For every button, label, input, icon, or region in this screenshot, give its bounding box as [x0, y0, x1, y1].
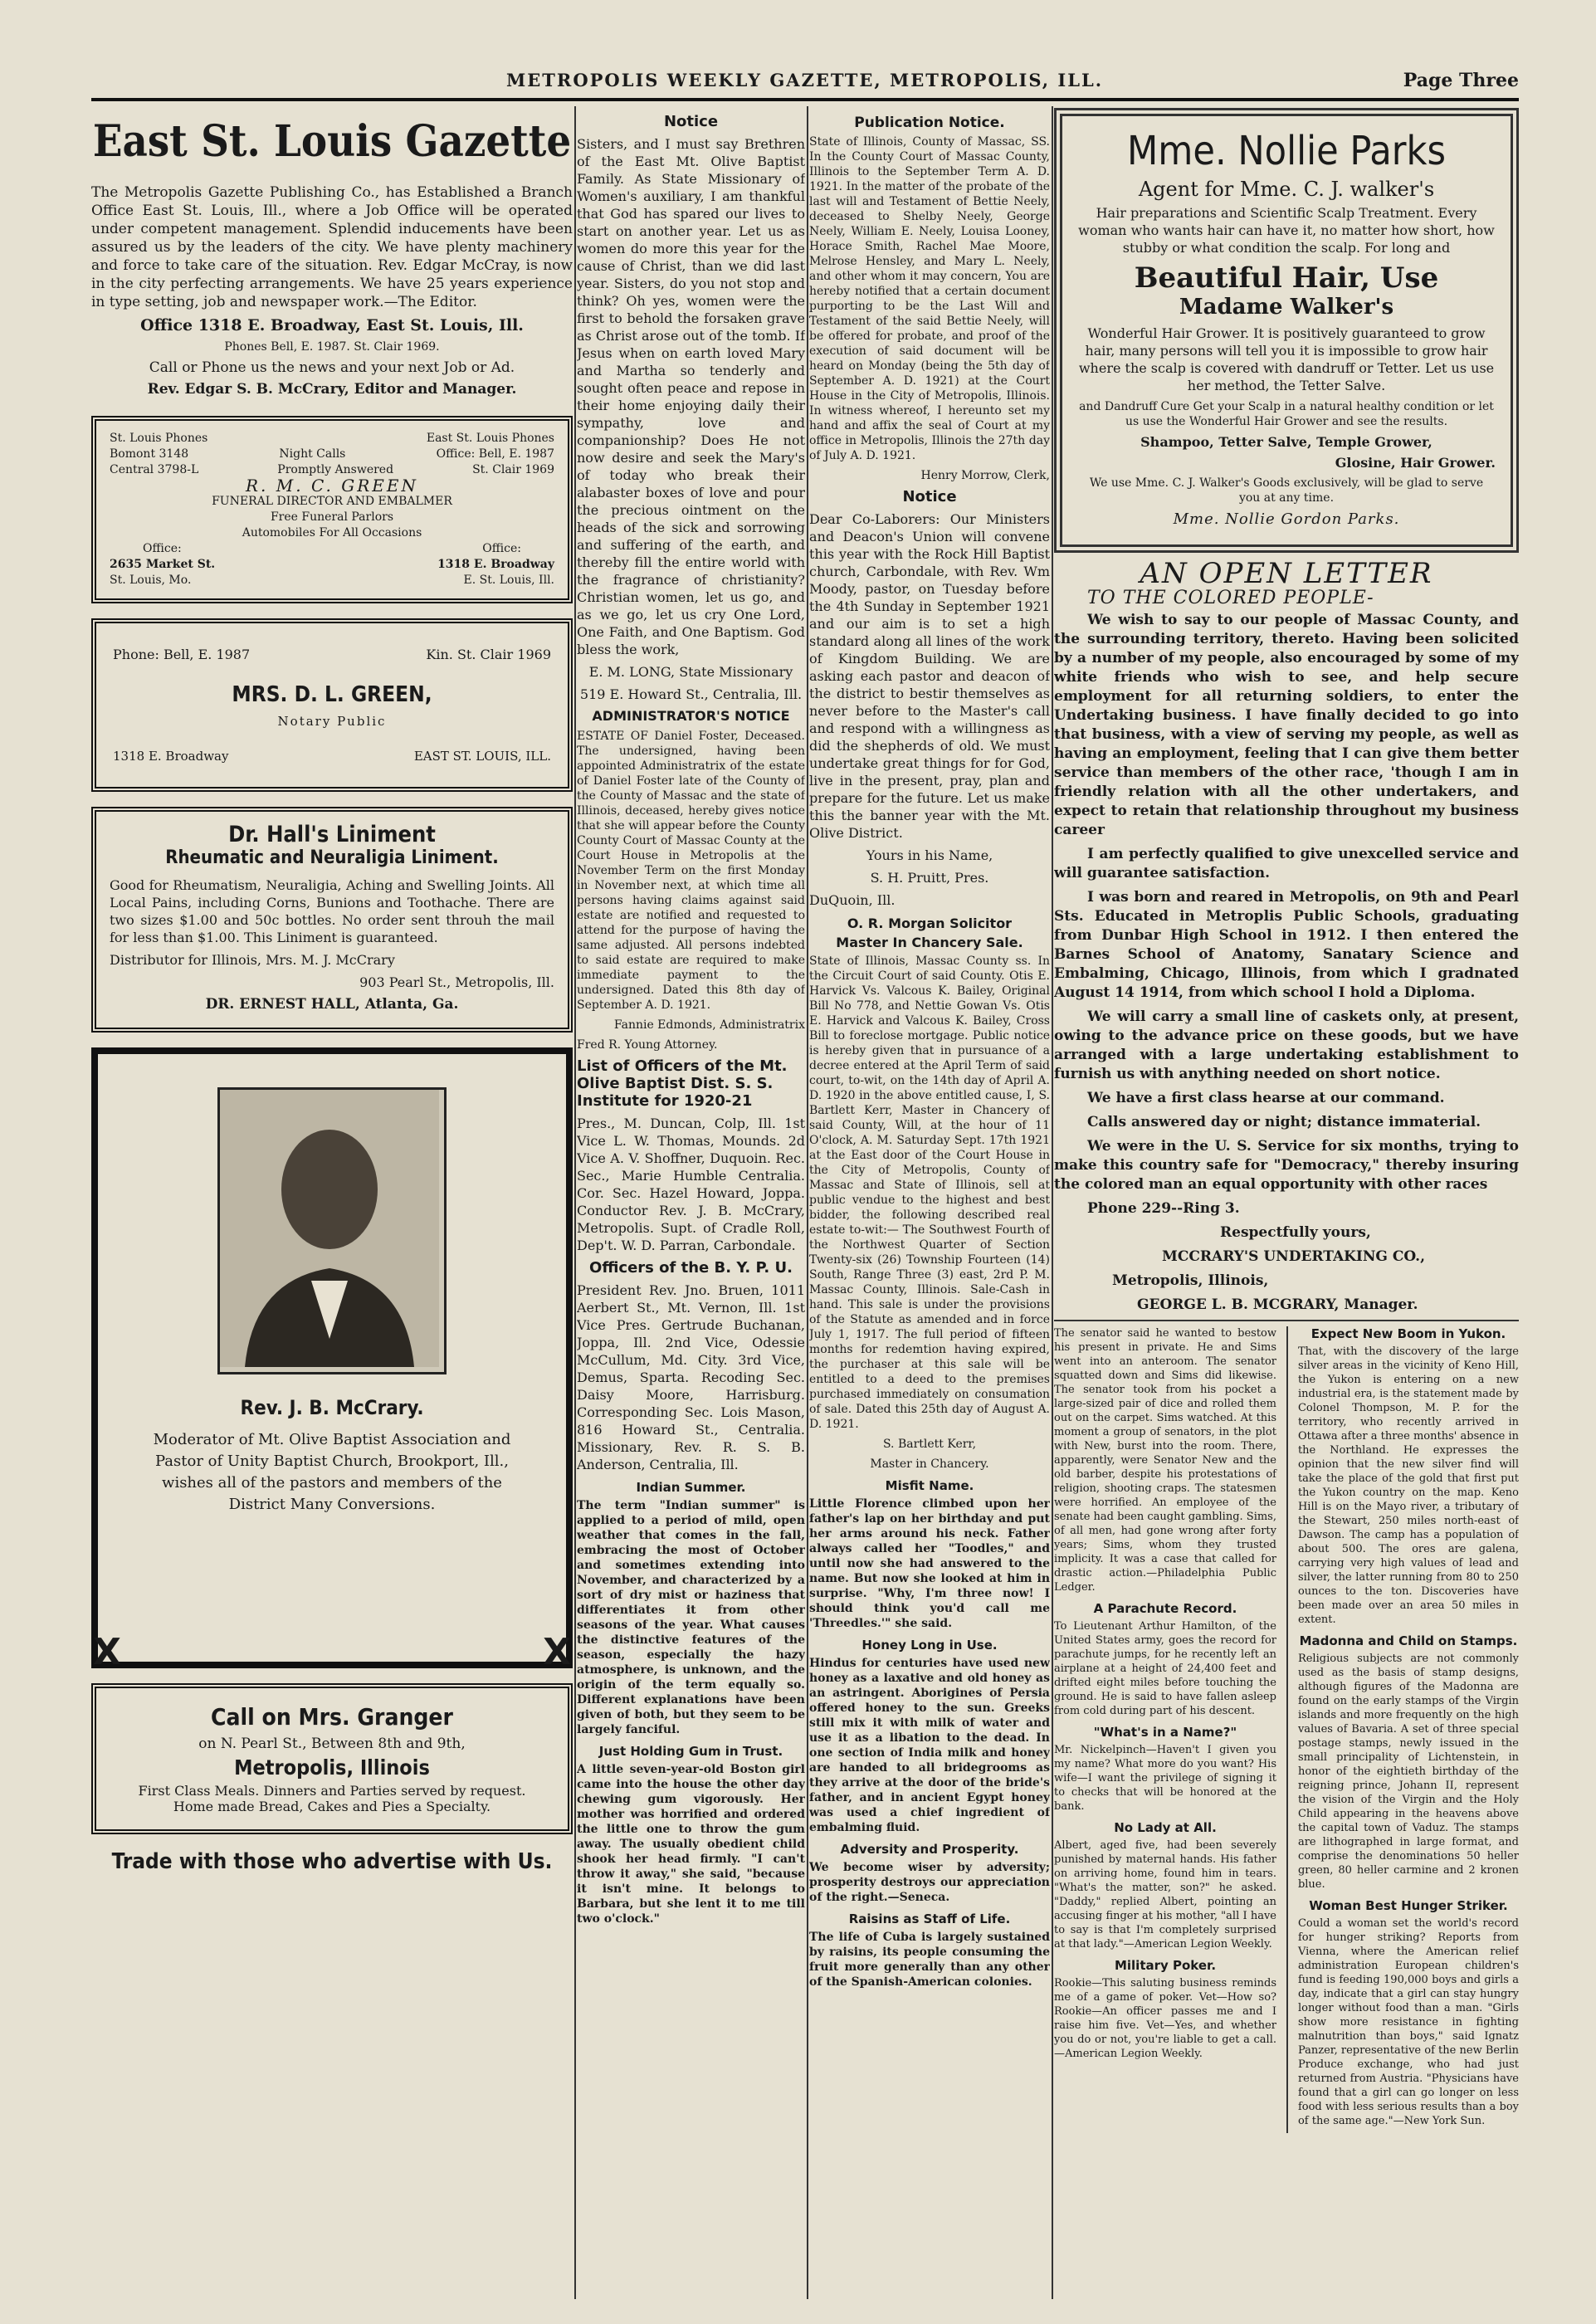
parachute-body: To Lieutenant Arthur Hamilton, of the United States army, goes the record for parachute jumps, for he recently left an airplane at a height of 24,400 feet and drifted eight miles before touching the ground. He is said to have fallen asleep from cold during part of his descent.: [1054, 1620, 1276, 1717]
corner-x-right: X: [543, 1631, 571, 1673]
green-phone-right: East St. Louis Phones: [426, 432, 554, 445]
notary-ad: [91, 618, 573, 792]
gazette-call: Call or Phone us the news and your next Job or Ad.: [149, 359, 515, 376]
notice-body: Sisters, and I must say Brethren of the East Mt. Olive Baptist Family. As State Missionary of Women's auxiliary, I am thankful that God has spared our lives to start on another year. Let us as women do more this year for the cause of Christ, than we did last year. Sisters, do you not stop and think? Oh yes, women were the first to behold the forsaken grave as Christ arose out of the tomb. If Jesus when on earth loved Mary and Martha so tenderly and sought often peace and repose in their home enjoying daily their sympathy, love and companionship? Does He not now desire and seek the Mary's of today who break their alabaster boxes of love and pour the precious ointment on the heads of the sick and sorrowing and suffering of the earth, and thereby fill the entire world with the fragrance of christianity? Christian women, let us go, and as we go, let us cry One Lord, One Faith, and One Baptism. God bless the work,: [577, 136, 805, 657]
liniment-body: Good for Rheumatism, Neuraligia, Aching and Swelling Joints. All Local Pains, including Corns, Bunions and Toothache. There are two sizes $1.00 and 50c bottles. No order sent throuh the mail for less than $1.00. This Liniment is guaranteed.: [110, 877, 554, 945]
woman-body: Could a woman set the world's record for hunger striking? Reports from Vienna, where the American relief administration European children's fund is feeding 190,000 boys and girls a day, indicate that a girl can stay hungry longer without food than a man. "Girls show more resistance in fighting malnutrition than boys," said Ignatz Panzer, representative of the new Berlin Produce exchange, who had just returned from Austria. "Physicians have found that a girl can go longer on less food with less serious results than a boy of the same age."—New York Sun.: [1297, 1917, 1519, 2127]
notice-addr: 519 E. Howard St., Centralia, Ill.: [579, 686, 803, 702]
master-sig1: S. Bartlett Kerr,: [882, 1438, 977, 1451]
letter-phone: Phone 229--Ring 3.: [1087, 1200, 1240, 1217]
man-portrait-icon: [220, 1090, 439, 1367]
portrait-caption: Moderator of Mt. Olive Baptist Association and Pastor of Unity Baptist Church, Brookport, Ill., wishes all of the pastors and members of the District Many Conversions.: [153, 1431, 511, 1513]
notary-name: MRS. D. L. GREEN,: [232, 682, 432, 707]
senator-story: The senator said he wanted to bestow his present in private. He and Sims went into an anteroom. The senator squatted down and Sims did likewise. The senator took from his pocket a large-sized pair of dice and rolled them out on the carpet. Sims watched. At this moment a group of senators, in the plot with New, burst into the room. There, apparently, were Senator New and the old barber, despite his protestations of religion, shooting craps. The statesmen were horrified. An employee of the senate had been caught gambling. Sims, of all men, had gone wrong after forty years; Sims, whom they trusted implicity. It was a case that called for drastic action.—Philadelphia Public Ledger.: [1054, 1327, 1276, 1594]
liniment-dist: Distributor for Illinois, Mrs. M. J. McCrary: [110, 952, 395, 968]
letter-p5: We have a first class hearse at our command.: [1087, 1090, 1445, 1106]
name-heading: "What's in a Name?": [1093, 1725, 1237, 1740]
pub-body: State of Illinois, County of Massac, SS. In the County Court of Massac County, Illinois to the September Term A. D. 1921. In the matter of the probate of the last will and Testament of Bettie Neely, deceased to Shelby Neely, George Neely, William E. Neely, Louisa Looney, Horace Smith, Rachel Mae Moore, Melrose Hensley, and Mary L. Neely, and other whom it may concern, You are hereby notified that a certain document purporting to be the Last Will and Testament of the said Bettie Neely, will be offered for probate, and proof of the execution of said document will be heard on Monday (being the 5th day of September A. D. 1921) at the Court House in the City of Metropolis, Illinois. In witness whereof, I hereunto set my hand and affix the seal of Court at my office in Metropolis, Illinois the 27th day of July A. D. 1921.: [809, 135, 1050, 462]
green-city: E. St. Louis, Ill.: [463, 574, 554, 587]
column-rule: [1052, 106, 1053, 2299]
poker-body: Rookie—This saluting business reminds me of a game of poker. Vet—How so? Rookie—An officer passes me and I raise him five. Vet—Yes, and whether you do or not, you're liable to get a call.—American Legion Weekly.: [1054, 1977, 1276, 2060]
bottom-columns: [1054, 1320, 1519, 2133]
parks-big: Beautiful Hair, Use: [1134, 261, 1439, 295]
green-role: FUNERAL DIRECTOR AND EMBALMER: [212, 495, 452, 508]
green-phone-left: St. Louis Phones: [110, 432, 208, 445]
yukon-body: That, with the discovery of the large silver areas in the vicinity of Keno Hill, the Yukon is entering on a new industrial era, is the statement made by Colonel Thompson, M. P. for the territory, who recently arrived in Ottawa after a three months' absence in the Northland. He expresses the opinion that the new silver find will take the place of the gold that first put the Yukon country on the map. Keno Hill is on the Mayo river, a tributary of the Stewart, 250 miles north-east of Dawson. The camp has a population of about 500. The ores are galena, carrying very high values of lead and silver, the latter running from 80 to 250 ounces to the ton. Discoveries have been made over an area 50 miles in extent.: [1297, 1345, 1519, 1626]
lady-body: Albert, aged five, had been severely punished by maternal hands. His father on arriving home, found him in tears. "What's the matter, son?" he asked. "Daddy," replied Albert, pointing an accusing finger at his mother, "all I have to say is that I'm completely surprised at that lady."—American Legion Weekly.: [1054, 1839, 1276, 1950]
green-city: St. Louis, Mo.: [110, 574, 192, 587]
liniment-title: Dr. Hall's Liniment: [228, 822, 436, 847]
notice2-body: Dear Co-Laborers: Our Ministers and Deacon's Union will convene this year with the Rock Hill Baptist church, Carbondale, with Rev. Wm Moody, pastor, on Tuesday before the 4th Sunday in September 1921 and our aim is to set a high standard along all lines of the work of Kingdom Building. We are asking each pastor and deacon of the district to bestir themselves as never before to the Master's call and respond with a willingness as did the shepherds of old. We must undertake great things for for God, live in the present, pray, plan and prepare for the future. Let us make this the banner year with the Mt. Olive District.: [809, 511, 1050, 841]
green-parlors: Free Funeral Parlors: [270, 510, 394, 524]
pub-heading: Publication Notice.: [854, 115, 1005, 131]
adversity-body: We become wiser by adversity; prosperity destroys our appreciation of the right.—Seneca.: [809, 1861, 1050, 1904]
bypu-body: President Rev. Jno. Bruen, 1011 Aerbert St., Mt. Vernon, Ill. 1st Vice Pres. Gertrude Buchanan, Joppa, Ill. 2nd Vice, Odessie McCullum, Md. City. 3rd Vice, Demus, Sparta. Recoding Sec. Daisy Moore, Harrisburg. Corresponding Sec. Lois Mason, 816 Howard St., Centralia. Missionary, Rev. R. S. B. Anderson, Centralia, Ill.: [577, 1282, 805, 1472]
indian-heading: Indian Summer.: [636, 1480, 746, 1495]
adversity-heading: Adversity and Prosperity.: [840, 1842, 1019, 1857]
gazette-office: Office 1318 E. Broadway, East St. Louis, Ill.: [140, 316, 524, 334]
column-3: [809, 108, 1050, 2291]
gazette-body: The Metropolis Gazette Publishing Co., has Established a Branch Office East St. Louis, Ill., where a Job Office will be operated under competent management. Splendid inducements have been assured us by the leaders of the city. We have plenty machinery and force to take care of the situation. Rev. Edgar McCray, is now in the city perfecting arrangements. We have 25 years experience in type setting, job and newspaper work.—The Editor.: [91, 184, 573, 310]
notary-role: Notary Public: [277, 714, 387, 729]
granger-meals: First Class Meals. Dinners and Parties served by request.: [138, 1783, 526, 1799]
parks-sig: Mme. Nollie Gordon Parks.: [1173, 510, 1400, 528]
green-office-label: Office:: [143, 542, 182, 555]
indian-body: The term "Indian summer" is applied to a period of mild, open weather that comes in the fall, embracing the most of October and sometimes extending into November, and characterized by a sort of dry mist or haziness that differentiates it from other seasons of the year. What causes the distinctive features of the season, especially the hazy atmosphere, is unknown, and the origin of the term equally so. Different explanations have been given of both, but they seem to be largely fanciful.: [577, 1499, 805, 1736]
letter-p6: Calls answered day or night; distance immaterial.: [1087, 1114, 1481, 1130]
letter-heading: AN OPEN LETTER: [1140, 557, 1433, 590]
parks-body1: Hair preparations and Scientific Scalp Treatment. Every woman who wants hair can have it, no matter how short, how stubby or what condition the scalp. For long and: [1078, 205, 1495, 256]
officers-heading: List of Officers of the Mt. Olive Baptist Dist. S. S. Institute for 1920-21: [577, 1057, 788, 1110]
parks-body2: Wonderful Hair Grower. It is positively guaranteed to grow hair, many persons will tell you it is impossible to grow hair where the scalp is covered with dandruff or Tetter. Let us use her method, the Tetter Salve.: [1078, 325, 1495, 393]
parks-ad: [1054, 108, 1519, 553]
parks-title: Mme. Nollie Parks: [1127, 128, 1446, 174]
green-line: Bomont 3148: [110, 447, 189, 461]
parks-agent: Agent for Mme. C. J. walker's: [1138, 178, 1435, 201]
notary-city: EAST ST. LOUIS, ILL.: [413, 749, 551, 764]
green-funeral-ad: [91, 416, 573, 603]
granger-ad: [91, 1683, 573, 1834]
green-line: Office: Bell, E. 1987: [436, 447, 554, 461]
letter-mgr: GEORGE L. B. MCGRARY, Manager.: [1137, 1296, 1418, 1313]
woman-heading: Woman Best Hunger Striker.: [1309, 1898, 1508, 1913]
gazette-phones: Phones Bell, E. 1987. St. Clair 1969.: [224, 340, 440, 354]
letter-to: TO THE COLORED PEOPLE-: [1087, 588, 1374, 608]
pub-sig: Henry Morrow, Clerk,: [920, 469, 1050, 482]
granger-addr: on N. Pearl St., Between 8th and 9th,: [198, 1736, 466, 1752]
notice2-city: DuQuoin, Ill.: [809, 892, 896, 908]
masthead-title: METROPOLIS WEEKLY GAZETTE, METROPOLIS, ILL.: [506, 70, 1104, 90]
liniment-sig: DR. ERNEST HALL, Atlanta, Ga.: [205, 996, 459, 1013]
letter-p4: We will carry a small line of caskets only, at present, owing to the advance price on these goods, but we have arranged with a large undertaking establishment to furnish us with anything needed on short notice.: [1054, 1008, 1519, 1082]
bypu-heading: Officers of the B. Y. P. U.: [589, 1259, 793, 1277]
notice-sig: E. M. LONG, State Missionary: [588, 664, 793, 680]
green-line: Central 3798-L: [110, 463, 199, 476]
admin-body: ESTATE OF Daniel Foster, Deceased. The undersigned, having been appointed Administratrix of the estate of Daniel Foster late of the County of the County of Massac and the state of Illinois, deceased, hereby gives notice that she will appear before the County County Court of Massac County at the Court House in Metropolis at the November Term on the first Monday in November next, at which time all persons having claims against said estate are notified and requested to attend for the purpose of having the same adjusted. All persons indebted to said estate are required to make immediate payment to the undersigned. Dated this 8th day of September A. D. 1921.: [577, 730, 805, 1012]
liniment-addr: 903 Pearl St., Metropolis, Ill.: [359, 974, 554, 990]
admin-heading: ADMINISTRATOR'S NOTICE: [592, 708, 790, 724]
notary-phone: Phone: Bell, E. 1987: [113, 647, 251, 662]
lady-heading: No Lady at All.: [1114, 1820, 1217, 1835]
green-address: 1318 E. Broadway: [437, 558, 554, 571]
raisins-body: The life of Cuba is largely sustained by raisins, its people consuming the fruit more generally than any other of the Spanish-American colonies.: [809, 1931, 1050, 1989]
master-heading-1: O. R. Morgan Solicitor: [847, 915, 1013, 931]
corner-x-left: X: [93, 1631, 121, 1673]
misfit-body: Little Florence climbed upon her father's lap on her birthday and put her arms around his neck. Father always called her "Toodles," and until now she had answered to the name. But now she looked at him in surprise. "Why, I'm three now! I should think you'd call me 'Threedles.'" she said.: [809, 1497, 1050, 1630]
bottom-divider: [1286, 1326, 1288, 2133]
letter-co: MCCRARY'S UNDERTAKING CO.,: [1162, 1248, 1426, 1265]
parks-madame: Madame Walker's: [1179, 295, 1394, 320]
liniment-ad: [91, 807, 573, 1033]
bottom-left-column: [1054, 1326, 1276, 2133]
gazette-title: East St. Louis Gazette: [92, 116, 572, 167]
liniment-subtitle: Rheumatic and Neuraligia Liniment.: [165, 847, 499, 868]
green-line: Promptly Answered: [277, 463, 394, 476]
parks-gloss: Glosine, Hair Grower.: [1335, 455, 1496, 471]
column-rule: [807, 106, 808, 2299]
notice2-heading: Notice: [902, 488, 957, 505]
letter-city: Metropolis, Illinois,: [1112, 1272, 1269, 1289]
green-line: St. Clair 1969: [472, 463, 554, 476]
poker-heading: Military Poker.: [1114, 1958, 1217, 1973]
granger-city: Metropolis, Illinois: [234, 1755, 430, 1780]
officers-body: Pres., M. Duncan, Colp, Ill. 1st Vice L. W. Thomas, Mounds. 2d Vice A. V. Shoffner, Duquoin. Rec. Sec., Marie Humble Centralia. Cor. Sec. Hazel Howard, Joppa. Conductor Rev. J. B. McCrary, Metropolis. Supt. of Cradle Roll, Dep't. W. D. Parran, Carbondale.: [577, 1116, 805, 1253]
notary-addr: 1318 E. Broadway: [113, 749, 229, 764]
open-letter: [1054, 557, 1519, 1315]
name-body: Mr. Nickelpinch—Haven't I given you my name? What more do you want? His wife—I want the privilege of signing it to checks that will be honored at the bank.: [1054, 1744, 1276, 1813]
slogan: Trade with those who advertise with Us.: [111, 1849, 553, 1874]
parachute-heading: A Parachute Record.: [1093, 1601, 1237, 1616]
honey-body: Hindus for centuries have used new honey as a laxative and old honey as an astringent. Aborigines of Persia offered honey to the sun. Greeks still mix it with milk of water and use it as a libation to the dead. In one section of India milk and honey are handed to all bridegrooms as they arrive at the door of the bride's father, and in ancient Egypt honey was used a chief ingredient of embalming fluid.: [809, 1657, 1050, 1834]
yukon-heading: Expect New Boom in Yukon.: [1310, 1326, 1506, 1341]
parks-small: and Dandruff Cure Get your Scalp in a natural healthy condition or let us use the Wonderful Hair Grower and see the results.: [1079, 400, 1494, 428]
letter-p2: I am perfectly qualified to give unexcelled service and will guarantee satisfaction.: [1054, 846, 1519, 881]
master-sig2: Master in Chancery.: [870, 1457, 989, 1471]
parks-items: Shampoo, Tetter Salve, Temple Grower,: [1140, 434, 1432, 450]
master-body: State of Illinois, Massac County ss. In the Circuit Court of said County. Otis E. Harvick Vs. Valcous K. Bailey, Original Bill No 778, and Nettie Gowan Vs. Otis E. Harvick and Valcous K. Bailey, Cross Bill to foreclose mortgage. Public notice is hereby given that in pursuance of a decree entered at the April Term of said court, to-wit, on the 14th day of April A. D. 1920 in the above entitled cause, I, S. Bartlett Kerr, Master in Chancery of said County, Will, at the hour of 11 O'clock, A. M. Saturday Sept. 17th 1921 at the East door of the Court House in the City of Metropolis, County of Massac and State of Illinois, sell at public vendue to the highest and best bidder, the following described real estate to-wit:— The Southwest Fourth of the Northwest Quarter of Section Twenty-six (26) Township Fourteen (14) South, Range Three (3) east, 2rd P. M. Massac County, Illinois. Sale-Cash in hand. This sale is under the provisions of the Statute as amended and in force July 1, 1917. The full period of fifteen months for redemtion having expired, the purchaser at this sale will be entitled to a deed to the premises purchased immediately on consumation of sale. Dated this 25th day of August A. D. 1921.: [809, 954, 1050, 1431]
column-rule: [574, 106, 576, 2299]
letter-p3: I was born and reared in Metropolis, on 9th and Pearl Sts. Educated in Metroplis Public Schools, graduating from Dunbar High School in 1912. I then entered the Barnes School of Anatomy, Sanatary Science and Embalming, Chicago, Illinois, from which I gradnated August 14 1914, from which school I hold a Diploma.: [1054, 889, 1519, 1001]
notice2-yours: Yours in his Name,: [866, 847, 993, 863]
admin-sig2: Fred R. Young Attorney.: [577, 1038, 718, 1052]
green-line: Night Calls: [279, 447, 346, 461]
madonna-heading: Madonna and Child on Stamps.: [1299, 1633, 1518, 1648]
misfit-heading: Misfit Name.: [885, 1478, 974, 1493]
page-number: Page Three: [1403, 70, 1519, 91]
portrait-photo: [217, 1087, 447, 1374]
admin-sig1: Fannie Edmonds, Administratrix: [613, 1018, 805, 1032]
green-name: R. M. C. GREEN: [245, 476, 418, 496]
master-heading-2: Master In Chancery Sale.: [836, 935, 1023, 950]
notice-heading: Notice: [663, 113, 719, 130]
trust-body: A little seven-year-old Boston girl came into the house the other day chewing gum vigorously. Her mother was horrified and ordered the little one to throw the gum away. The usually obedient child shook her head firmly. "I can't throw it away," she said, "because it isn't mine. It belongs to Barbara, but she lent it to me till two o'clock.": [577, 1763, 805, 1926]
column-4: [1054, 108, 1519, 2291]
gazette-ad: [91, 116, 573, 398]
honey-heading: Honey Long in Use.: [861, 1638, 998, 1653]
bottom-right-column: [1298, 1326, 1519, 2133]
parks-use: We use Mme. C. J. Walker's Goods exclusively, will be glad to serve you at any time.: [1089, 476, 1484, 505]
notice2-sig: S. H. Pruitt, Pres.: [870, 870, 989, 886]
letter-p1: We wish to say to our people of Massac County, and the surrounding territory, thereto. Having been solicited by a number of my people, also encouraged by some of my white friends who wish to see, and help secure employment for all returning soldiers, to enter the Undertaking business. I have finally decided to go into that business, with a view of serving my people, as well as having an employment, feeling that I can give them better service than members of the other race, 'though I am in friendly relation with all the other undertakers, and expect to retain that relationship throughout my business career: [1054, 612, 1519, 838]
green-auto: Automobiles For All Occasions: [242, 526, 422, 540]
letter-p7: We were in the U. S. Service for six months, trying to make this country safe for "Democracy," thereby insuring the colored man an equal opportunity with other races: [1054, 1138, 1519, 1193]
masthead-rule: [91, 98, 1519, 101]
raisins-heading: Raisins as Staff of Life.: [848, 1911, 1011, 1926]
notary-kin: Kin. St. Clair 1969: [426, 647, 551, 662]
letter-resp: Respectfully yours,: [1220, 1224, 1371, 1241]
column-2: [577, 108, 805, 2291]
masthead: [91, 70, 1519, 98]
gazette-editor: Rev. Edgar S. B. McCrary, Editor and Manager.: [147, 381, 517, 398]
trust-heading: Just Holding Gum in Trust.: [598, 1744, 783, 1759]
madonna-body: Religious subjects are not commonly used as the basis of stamp designs, although figures of the Madonna are found on the early stamps of the Virgin islands and more frequently on the high values of Bavaria. A set of three special postage stamps, newly issued in the small principality of Lichtenstein, in honor of the eightieth birthday of the reigning prince, Johann II, represent the vision of the Virgin and the Holy Child appearing in the heavens above the capital town of Vaduz. The stamps are lithographed in large format, and comprise the denominations 50 heller green, 80 heller carmine and 2 kronen blue.: [1297, 1653, 1519, 1891]
green-office-label: Office:: [482, 542, 521, 555]
granger-bread: Home made Bread, Cakes and Pies a Specialty.: [173, 1799, 491, 1814]
portrait-name: Rev. J. B. McCrary.: [240, 1396, 424, 1419]
green-address: 2635 Market St.: [110, 558, 216, 571]
portrait-frame: [91, 1047, 573, 1673]
granger-title: Call on Mrs. Granger: [211, 1703, 453, 1731]
column-1: [91, 108, 573, 2291]
